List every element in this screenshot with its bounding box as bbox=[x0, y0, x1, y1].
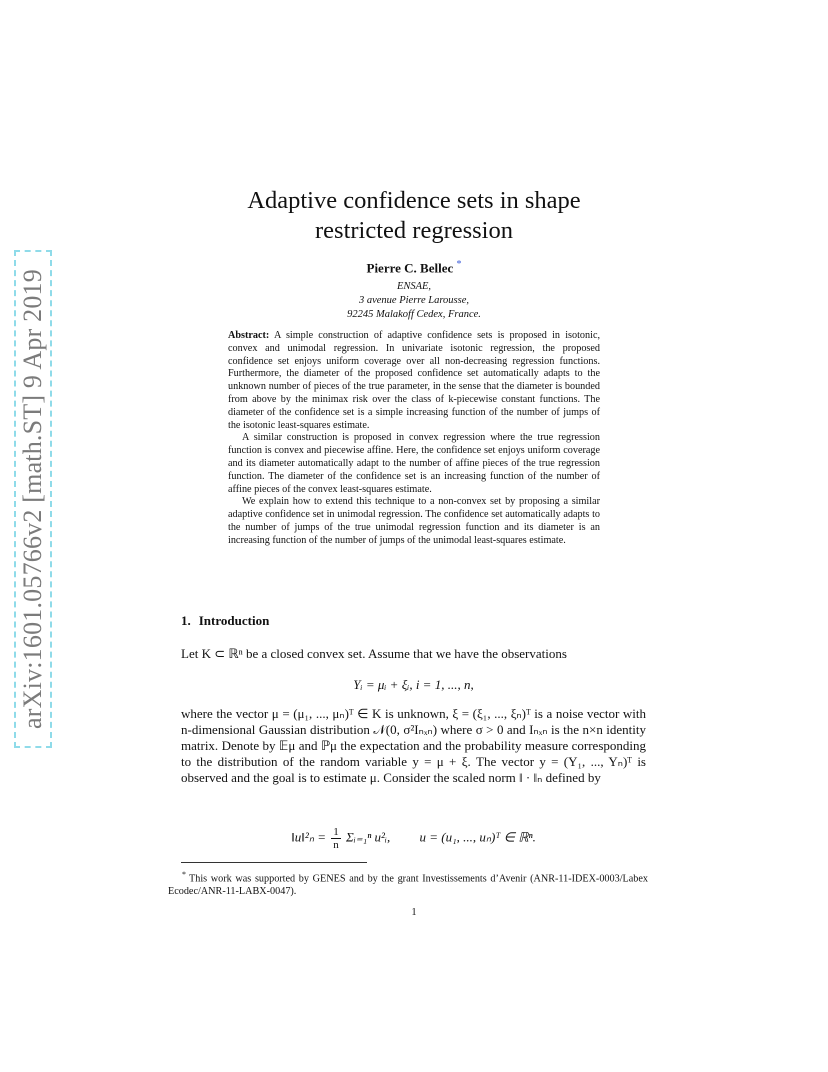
author-name: Pierre C. Bellec bbox=[366, 260, 454, 276]
equation-norm-sum: Σᵢ₌₁ⁿ u²ᵢ, bbox=[346, 829, 391, 845]
footnote-text: This work was supported by GENES and by the grant Investissements d’Avenir (ANR-11-IDEX-0003/Labex Ecodec/ANR-11-LABX-0047). bbox=[168, 873, 648, 898]
section-heading bbox=[181, 613, 269, 629]
fraction-numerator: 1 bbox=[333, 826, 339, 838]
fraction-denominator: n bbox=[333, 839, 339, 851]
footnote bbox=[168, 868, 648, 898]
footnote-mark: * bbox=[182, 870, 186, 879]
affiliation bbox=[150, 280, 678, 322]
affiliation-line-2: 3 avenue Pierre Larousse, bbox=[358, 295, 470, 306]
page-number: 1 bbox=[411, 907, 417, 918]
paper-title bbox=[150, 186, 678, 246]
section-number: 1. bbox=[181, 613, 191, 628]
arxiv-identifier: arXiv:1601.05766v2 [math.ST] 9 Apr 2019 bbox=[18, 269, 47, 729]
abstract-paragraph-3: We explain how to extend this technique to a non-convex set by proposing a similar adaptive confidence set in unimodal regression. The confidence set automatically adapts to the number of jumps of the true unimodal regression function and its diameter is an increasing function of the number of jumps of the unimodal least-squares estimate. bbox=[228, 496, 600, 546]
equation-norm-fraction bbox=[331, 826, 341, 851]
affiliation-line-1: ENSAE, bbox=[396, 281, 432, 292]
arxiv-identifier-box bbox=[14, 250, 52, 748]
equation-observations: Yᵢ = μᵢ + ξᵢ, i = 1, ..., n, bbox=[353, 677, 474, 692]
abstract-label: Abstract: bbox=[228, 330, 270, 341]
author-line bbox=[150, 259, 678, 276]
abstract-text-1: A simple construction of adaptive confidence sets is proposed in isotonic, convex and unimodal regression. In univariate isotonic regression, the proposed confidence set enjoys uniform coverage over all non-decreasing regression functions. Furthermore, the diameter of the proposed confidence set automatically adapts to the unknown number of pieces of the true parameter, in the sense that the diameter is bounded from above by the minimax risk over the class of k-piecewise constant functions. The diameter of the confidence set is a simple increasing function of the number of jumps of the isotonic least-squares estimate. bbox=[228, 330, 601, 431]
intro-paragraph-2: where the vector μ = (μ₁, ..., μₙ)ᵀ ∈ K is unknown, ξ = (ξ₁, ..., ξₙ)ᵀ is a noise vector with n-dimensional Gaussian distribution 𝒩(0, σ²Iₙₓₙ) where σ > 0 and Iₙₓₙ is the n×n identity matrix. Denote by 𝔼μ and ℙμ the expectation and the probability measure corresponding to the distribution of the random variable y = μ + ξ. The vector y = (Y₁, ..., Yₙ)ᵀ is observed and the goal is to estimate μ. Consider the scaled norm ‖ · ‖ₙ defined by bbox=[181, 706, 646, 785]
equation-norm-lhs: ‖u‖²ₙ = bbox=[291, 829, 327, 845]
title-line-1: Adaptive confidence sets in shape bbox=[247, 187, 581, 214]
equation-norm-rhs: u = (u₁, ..., uₙ)ᵀ ∈ ℝⁿ. bbox=[419, 829, 536, 845]
author-footnote-mark[interactable]: * bbox=[456, 259, 462, 270]
equation-norm bbox=[181, 826, 646, 851]
intro-paragraph-1: Let K ⊂ ℝⁿ be a closed convex set. Assume that we have the observations bbox=[181, 646, 567, 661]
footnote-rule bbox=[181, 862, 367, 863]
abstract bbox=[228, 330, 600, 548]
abstract-paragraph-1 bbox=[228, 330, 600, 432]
title-line-2: restricted regression bbox=[315, 217, 513, 244]
affiliation-line-3: 92245 Malakoff Cedex, France. bbox=[347, 309, 481, 320]
abstract-paragraph-2: A similar construction is proposed in convex regression where the true regression function is convex and piecewise affine. Here, the confidence set enjoys uniform coverage and its diameter automatically adapt to the number of affine pieces of the true regression function. The diameter of the confidence set is an increasing function of the number of affine pieces of the convex least-squares estimate. bbox=[228, 432, 600, 495]
section-title: Introduction bbox=[198, 613, 270, 628]
